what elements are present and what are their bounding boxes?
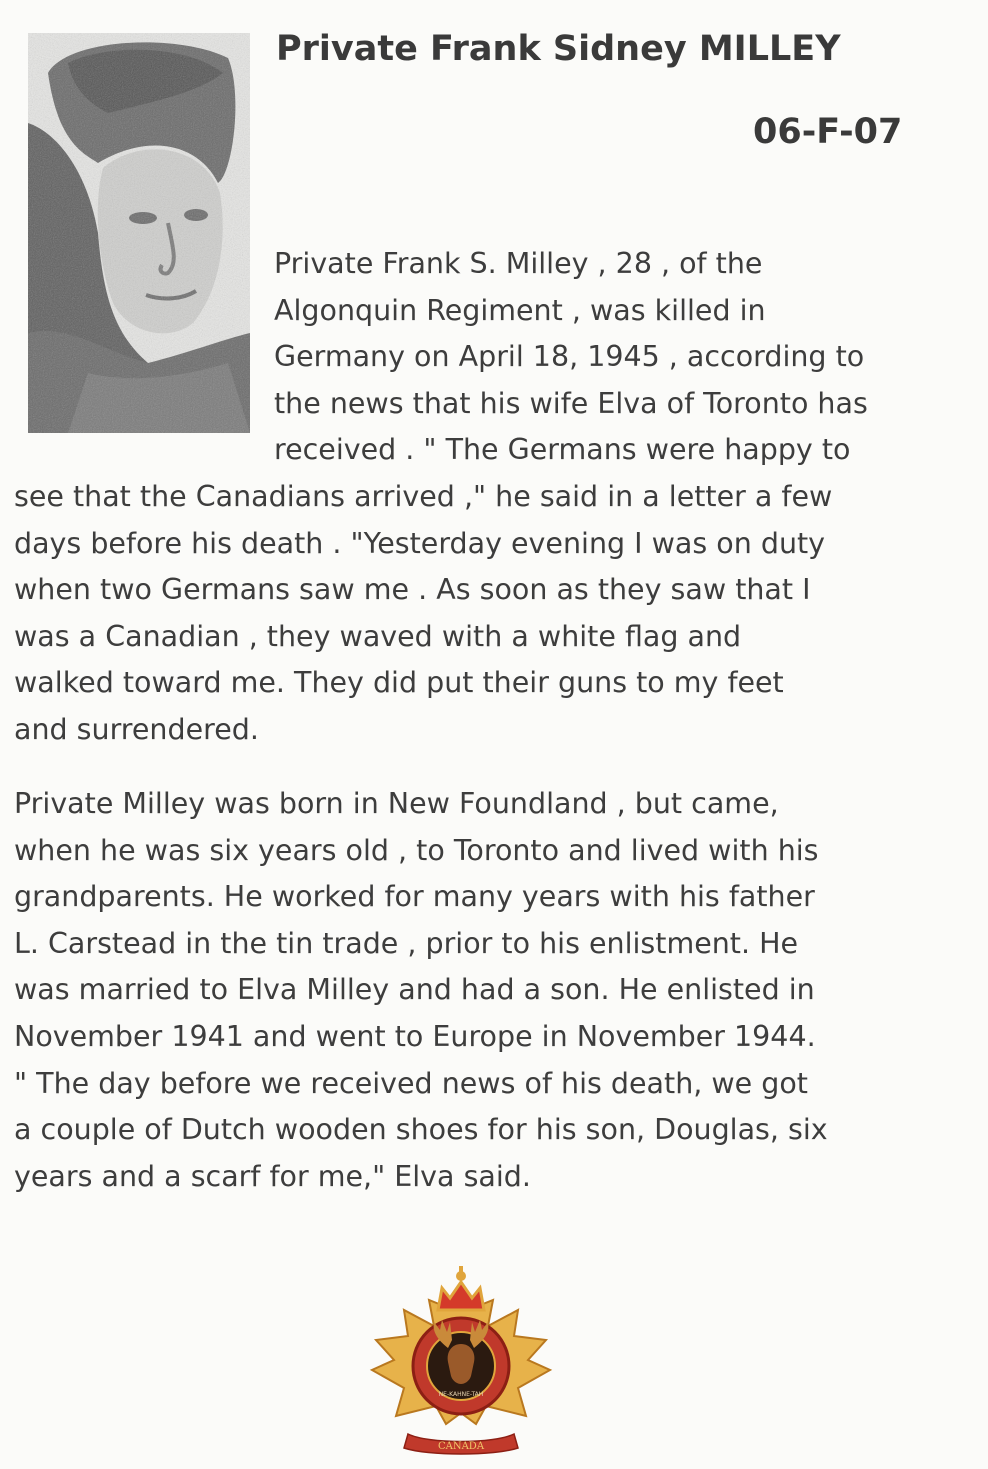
text-line: was married to Elva Milley and had a son. He enlisted in <box>14 973 815 1007</box>
text-line: Private Frank S. Milley , 28 , of the <box>274 247 763 280</box>
text-line: Algonquin Regiment , was killed in <box>274 293 766 327</box>
grave-reference: 06-F-07 <box>753 112 903 152</box>
page-title: Private Frank Sidney MILLEY <box>276 29 841 69</box>
biography-paragraph-2 <box>14 781 984 1200</box>
text-line: " The day before we received news of his death, we got <box>14 1066 808 1100</box>
text-line: November 1941 and went to Europe in November 1944. <box>14 1019 816 1053</box>
text-line: when he was six years old , to Toronto and lived with his <box>14 833 819 867</box>
crest-motto: NE-KAHNE-TAH <box>438 1391 484 1398</box>
text-line: years and a scarf for me," Elva said. <box>14 1159 531 1193</box>
crest-scroll-text: CANADA <box>437 1441 485 1452</box>
text-line: was a Canadian , they waved with a white flag and <box>14 619 742 653</box>
text-line: Private Milley was born in New Foundland , but came, <box>14 787 779 820</box>
biography-paragraph-1 <box>14 241 984 754</box>
crown-icon <box>438 1282 484 1310</box>
text-line: walked toward me. They did put their guns to my feet <box>14 666 784 700</box>
text-line: and surrendered. <box>14 712 259 746</box>
text-line: the news that his wife Elva of Toronto has <box>274 386 868 420</box>
text-line: received . " The Germans were happy to <box>274 433 851 467</box>
text-line: Germany on April 18, 1945 , according to <box>274 340 865 374</box>
text-line: when two Germans saw me . As soon as they saw that I <box>14 573 811 607</box>
text-line: grandparents. He worked for many years with his father <box>14 880 815 914</box>
text-line: L. Carstead in the tin trade , prior to his enlistment. He <box>14 926 799 960</box>
text-line: days before his death . "Yesterday evening I was on duty <box>14 526 826 560</box>
regimental-crest-logo <box>368 1248 554 1460</box>
text-line: a couple of Dutch wooden shoes for his son, Douglas, six <box>14 1113 828 1147</box>
text-line: see that the Canadians arrived ," he said in a letter a few <box>14 479 833 513</box>
